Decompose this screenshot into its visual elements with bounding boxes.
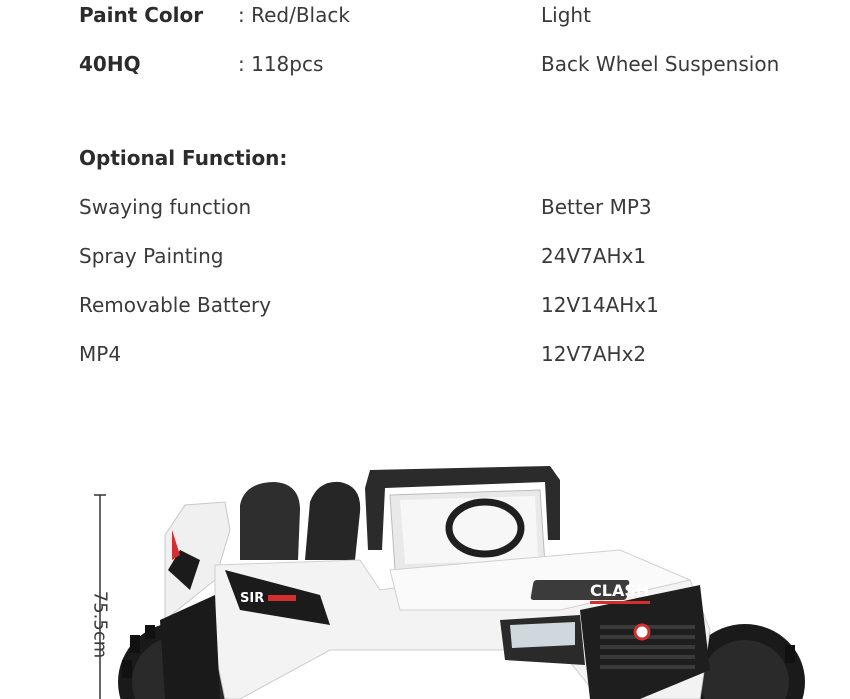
spec-value-40hq: : 118pcs (238, 52, 324, 76)
seat-left (240, 482, 300, 560)
optional-item-spray-painting: Spray Painting (79, 244, 224, 268)
optional-item-24v7ahx1: 24V7AHx1 (541, 244, 647, 268)
optional-item-removable-battery: Removable Battery (79, 293, 272, 317)
feature-back-wheel-suspension: Back Wheel Suspension (541, 52, 780, 76)
svg-text:SIR: SIR (240, 591, 265, 606)
svg-text:CLASH: CLASH (590, 581, 650, 600)
optional-item-mp4: MP4 (79, 342, 122, 366)
spec-value-paint-color: : Red/Black (238, 3, 350, 27)
headlight (510, 622, 575, 648)
spec-label-40hq: 40HQ (79, 52, 141, 76)
feature-light: Light (541, 3, 591, 27)
optional-item-swaying-function: Swaying function (79, 195, 252, 219)
ride-on-car-image (0, 420, 850, 699)
seat-right (305, 482, 360, 560)
height-dimension-label: 75.5cm (89, 590, 111, 659)
optional-item-better-mp3: Better MP3 (541, 195, 652, 219)
optional-item-12v7ahx2: 12V7AHx2 (541, 342, 647, 366)
optional-function-heading: Optional Function: (79, 146, 288, 170)
spec-label-paint-color: Paint Color (79, 3, 204, 27)
front-emblem (635, 625, 649, 639)
optional-item-12v14ahx1: 12V14AHx1 (541, 293, 659, 317)
